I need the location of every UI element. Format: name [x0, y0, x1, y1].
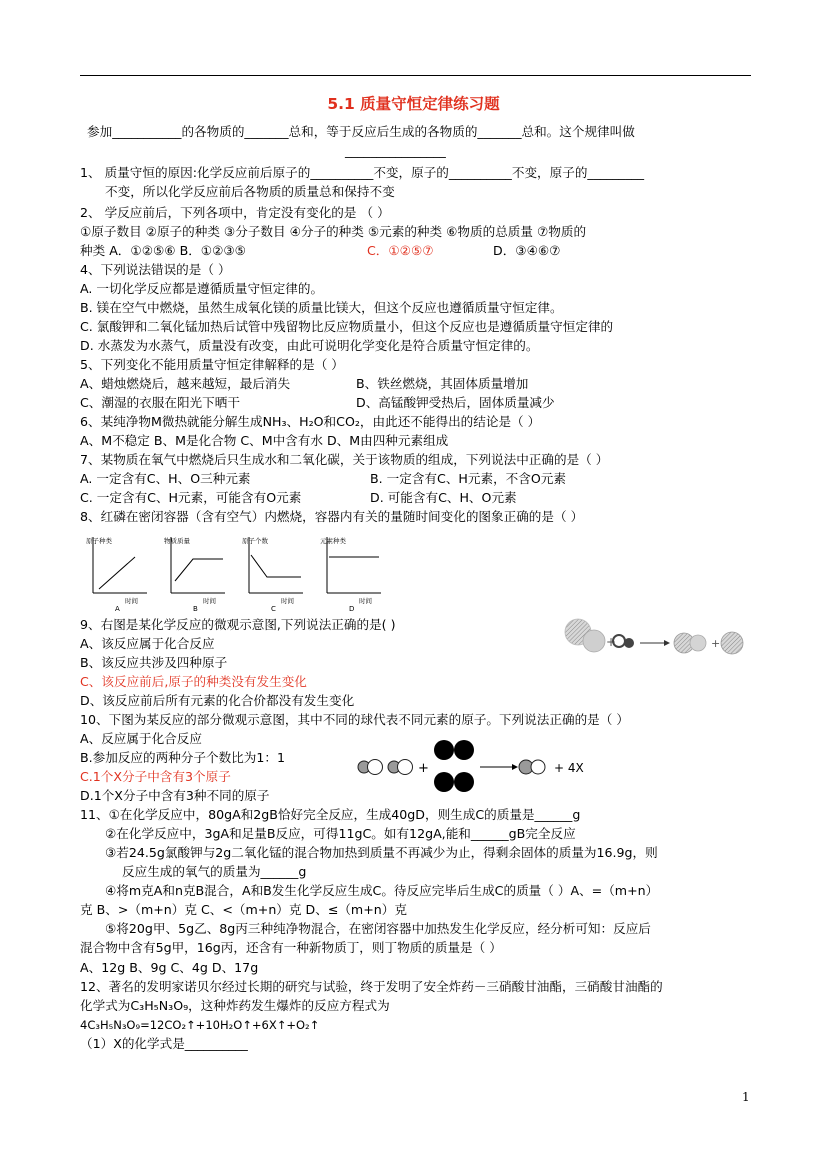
q2-choices-ab: 种类 A．①②⑤⑥ B．①②③⑤ [80, 243, 246, 258]
intro-line-2: ________________ [345, 143, 446, 158]
q10-option-c: C.1个X分子中含有3个原子 [80, 769, 231, 784]
q9-stem: 9、右图是某化学反应的微观示意图,下列说法正确的是( ) [80, 617, 396, 632]
q5-option-d: D、高锰酸钾受热后，固体质量减少 [356, 395, 555, 410]
graph-b-xlabel: 时间 [203, 597, 216, 605]
graph-d-letter: D [349, 605, 355, 613]
q7-option-b: B. 一定含有C、H元素，不含O元素 [370, 471, 566, 486]
q7-option-d: D. 可能含有C、H、O元素 [370, 490, 517, 505]
q5-stem: 5、下列变化不能用质量守恒定律解释的是（ ） [80, 357, 344, 372]
q5-option-c: C、潮湿的衣服在阳光下晒干 [80, 395, 240, 410]
q5-option-b: B、铁丝燃烧，其固体质量增加 [356, 376, 529, 391]
q11-part-2: ②在化学反应中，3gA和足量B反应，可得11gC。如有12gA,能和______gB完全反应 [105, 826, 576, 841]
reactant-molecule-2 [388, 760, 413, 775]
q12-equation: 4C₃H₅N₃O₉=12CO₂↑+10H₂O↑+6X↑+O₂↑ [80, 1018, 320, 1032]
q12-line-2: 化学式为C₃H₅N₃O₉，这种炸药发生爆炸的反应方程式为 [80, 998, 390, 1013]
graph-a [86, 536, 147, 613]
header-rule [80, 75, 751, 76]
q11-part-5-line-2: 混合物中含有5g甲，16g丙，还含有一种新物质丁，则丁物质的质量是（ ） [80, 940, 502, 955]
q12-line-1: 12、著名的发明家诺贝尔经过长期的研究与试验，终于发明了安全炸药－三硝酸甘油酯，三硝酸甘油酯的 [80, 979, 663, 994]
q6-stem: 6、某纯净物M微热就能分解生成NH₃、H₂O和CO₂，由此还不能得出的结论是（ ） [80, 414, 541, 429]
q10-option-a: A、反应属于化合反应 [80, 731, 202, 746]
q4-option-a: A. 一切化学反应都是遵循质量守恒定律的。 [80, 281, 324, 296]
q9-option-d: D、该反应前后所有元素的化合价都没有发生变化 [80, 693, 355, 708]
q9-option-a: A、该反应属于化合反应 [80, 636, 215, 651]
q9-option-b: B、该反应共涉及四种原子 [80, 655, 228, 670]
q4-option-d: D. 水蒸发为水蒸气，质量没有改变，由此可说明化学变化是符合质量守恒定律的。 [80, 338, 539, 353]
q2-options-line: ①原子数目 ②原子的种类 ③分子数目 ④分子的种类 ⑤元素的种类 ⑥物质的总质量 ⑦物质的 [80, 224, 587, 239]
svg-text:+: + [711, 637, 721, 650]
q4-option-c: C. 氯酸钾和二氧化锰加热后试管中残留物比反应物质量小，但这个反应也是遵循质量守恒定律的 [80, 319, 614, 334]
q2-choice-d: D．③④⑥⑦ [493, 243, 561, 258]
graph-a-letter: A [115, 605, 120, 613]
q8-stem: 8、红磷在密闭容器（含有空气）内燃烧，容器内有关的量随时间变化的图象正确的是（ ） [80, 509, 584, 524]
q11-part-4-line-1: ④将m克A和n克B混合，A和B发生化学反应生成C。待反应完毕后生成C的质量（ ）A、=（m+n） [105, 883, 659, 898]
graph-b [164, 536, 225, 613]
q1-line-2: 不变，所以化学反应前后各物质的质量总和保持不变 [105, 184, 395, 199]
graph-c-letter: C [271, 605, 276, 613]
graph-c [242, 536, 303, 613]
q11-part-4-line-2: 克 B、>（m+n）克 C、<（m+n）克 D、≤（m+n）克 [80, 902, 407, 917]
page-number: 1 [742, 1090, 750, 1104]
graph-c-ylabel: 原子个数 [242, 537, 268, 545]
q12-sub-1: （1）X的化学式是__________ [80, 1036, 248, 1051]
q11-part-3-line-2: 反应生成的氧气的质量为______g [122, 864, 307, 879]
q9-option-c: C、该反应前后,原子的种类没有发生变化 [80, 674, 307, 689]
svg-text:+: + [418, 761, 429, 776]
q11-part-5-line-1: ⑤将20g甲、5g乙、8g丙三种纯净物混合，在密闭容器中加热发生化学反应，经分析可知：反应后 [105, 921, 651, 936]
q7-option-a: A. 一定含有C、H、O三种元素 [80, 471, 251, 486]
q8-graphs [85, 533, 385, 613]
q11-part-3-line-1: ③若24.5g氯酸钾与2g二氧化锰的混合物加热到质量不再减少为止，得剩余固体的质量为16.9g，则 [105, 845, 658, 860]
graph-a-ylabel: 原子种类 [86, 537, 112, 545]
graph-d [320, 536, 381, 613]
q7-option-c: C. 一定含有C、H元素，可能含有O元素 [80, 490, 302, 505]
graph-b-ylabel: 物质质量 [164, 537, 190, 545]
graph-d-xlabel: 时间 [359, 597, 372, 605]
q10-option-b: B.参加反应的两种分子个数比为1：1 [80, 750, 285, 765]
graph-b-letter: B [193, 605, 198, 613]
product-molecule [519, 760, 545, 774]
graph-d-ylabel: 元素种类 [320, 537, 346, 545]
q7-stem: 7、某物质在氧气中燃烧后只生成水和二氧化碳，关于该物质的组成，下列说法中正确的是（ ） [80, 452, 609, 467]
q4-stem: 4、下列说法错误的是（ ） [80, 262, 231, 277]
q4-option-b: B. 镁在空气中燃烧，虽然生成氧化镁的质量比镁大，但这个反应也遵循质量守恒定律。 [80, 300, 563, 315]
reactant-molecule-1 [358, 760, 383, 775]
q10-reaction-diagram [350, 736, 630, 802]
q5-option-a: A、蜡烛燃烧后，越来越短，最后消失 [80, 376, 291, 391]
q1-line-1: 1、 质量守恒的原因:化学反应前后原子的__________不变，原子的__________不变，原子的_________ [80, 165, 645, 180]
q10-stem: 10、下图为某反应的部分微观示意图，其中不同的球代表不同元素的原子。下列说法正确的是（ ） [80, 712, 629, 727]
graph-c-xlabel: 时间 [281, 597, 294, 605]
intro-line-1: 参加___________的各物质的_______总和，等于反应后生成的各物质的_______总和。这个规律叫做 [87, 124, 635, 139]
diagram10-suffix: + 4X [554, 761, 584, 775]
q2-stem: 2、 学反应前后，下列各项中，肯定没有变化的是 （ ） [80, 205, 390, 220]
reactant-molecule-black [434, 740, 474, 792]
graph-a-xlabel: 时间 [125, 597, 138, 605]
q11-part-1: 11、①在化学反应中，80gA和2gB恰好完全反应，生成40gD，则生成C的质量是______g [80, 807, 581, 822]
q9-reaction-diagram [560, 612, 760, 676]
svg-text:+: + [606, 635, 617, 649]
q6-options: A、M不稳定 B、M是化合物 C、M中含有水 D、M由四种元素组成 [80, 433, 449, 448]
q10-option-d: D.1个X分子中含有3种不同的原子 [80, 788, 270, 803]
q2-choice-c: C．①②⑤⑦ [367, 243, 434, 258]
page-title: 5.1 质量守恒定律练习题 [327, 95, 500, 113]
q11-part-5-options: A、12g B、9g C、4g D、17g [80, 960, 259, 975]
